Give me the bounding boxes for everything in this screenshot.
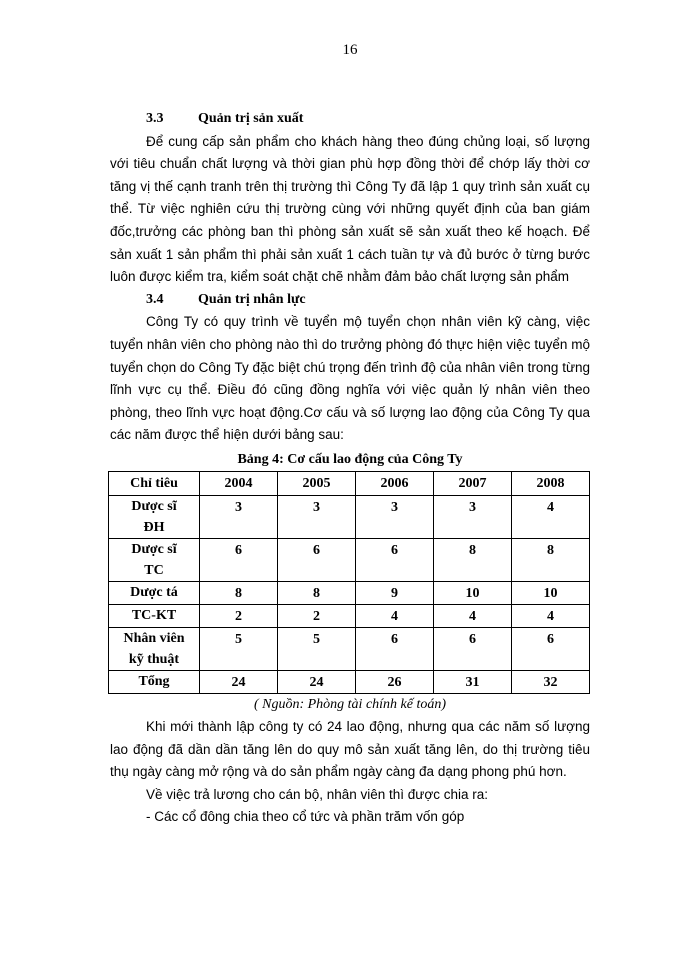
- table-row: [109, 538, 590, 581]
- row-label: [109, 495, 200, 538]
- row-label-line: Dược sĩ: [131, 498, 177, 514]
- growth-paragraph: Khi mới thành lập công ty có 24 lao động, nhưng qua các năm số lượng lao động đã dần dần tăng lên do quy mô sản xuất tăng lên, do thị trường tiêu thụ ngày càng mở rộng và do sản phẩm ngày càng đa dạng phong phú hơn.: [110, 718, 590, 780]
- row-label-line: ĐH: [143, 519, 165, 535]
- value-cell: 3: [434, 495, 512, 538]
- header-cell: Chỉ tiêu: [109, 471, 200, 495]
- header-cell: 2004: [200, 471, 278, 495]
- table-row: [109, 627, 590, 670]
- header-cell: 2007: [434, 471, 512, 495]
- row-label-line: TC-KT: [131, 608, 177, 624]
- value-cell: 8: [512, 538, 590, 581]
- value-cell: 32: [512, 670, 590, 693]
- value-cell: 31: [434, 670, 512, 693]
- page-number: 16: [342, 42, 358, 58]
- value-cell: 6: [356, 627, 434, 670]
- value-cell: 24: [200, 670, 278, 693]
- row-label-line: Dược sĩ: [131, 541, 177, 557]
- value-cell: 10: [434, 581, 512, 604]
- salary-item: - Các cổ đông chia theo cổ tức và phần trăm vốn góp: [146, 809, 465, 825]
- row-label: [109, 670, 200, 693]
- labor-structure-table: [108, 471, 590, 694]
- value-cell: 9: [356, 581, 434, 604]
- value-cell: 26: [356, 670, 434, 693]
- table-row: [109, 604, 590, 627]
- salary-intro: Về việc trả lương cho cán bộ, nhân viên thì được chia ra:: [146, 786, 488, 802]
- section-title: Quản trị sản xuất: [198, 111, 304, 126]
- table-source: ( Nguồn: Phòng tài chính kế toán): [253, 696, 447, 712]
- row-label-line: TC: [144, 562, 164, 578]
- row-label: [109, 627, 200, 670]
- value-cell: 6: [200, 538, 278, 581]
- value-cell: 5: [278, 627, 356, 670]
- section-number: 3.3: [146, 111, 164, 126]
- table-row: [109, 670, 590, 693]
- value-cell: 8: [200, 581, 278, 604]
- row-label-line: kỹ thuật: [128, 651, 180, 667]
- value-cell: 2: [278, 604, 356, 627]
- header-cell: 2006: [356, 471, 434, 495]
- row-label-line: Nhân viên: [123, 630, 185, 646]
- value-cell: 3: [278, 495, 356, 538]
- value-cell: 6: [278, 538, 356, 581]
- table-row: [109, 581, 590, 604]
- value-cell: 4: [512, 604, 590, 627]
- value-cell: 8: [434, 538, 512, 581]
- row-label: [109, 604, 200, 627]
- value-cell: 8: [278, 581, 356, 604]
- table-row: [109, 495, 590, 538]
- value-cell: 6: [512, 627, 590, 670]
- table-title: Bảng 4: Cơ cấu lao động của Công Ty: [237, 451, 463, 467]
- value-cell: 6: [434, 627, 512, 670]
- hr-paragraph: Công Ty có quy trình về tuyển mộ tuyển chọn nhân viên kỹ càng, việc tuyển nhân viên cho phòng nào thì do trưởng phòng đó thực hiện việc tuyển mộ tuyển chọn do Công Ty đặc biệt chú trọng đến trình độ của nhân viên trong từng lĩnh vực cụ thể. Điều đó cũng đồng nghĩa với việc quản lý nhân viên theo phòng, theo lĩnh vực hoạt động.Cơ cấu và số lượng lao động của Công Ty qua các năm được thể hiện dưới bảng sau:: [110, 314, 590, 443]
- section-heading-3-3: [146, 108, 590, 131]
- value-cell: 24: [278, 670, 356, 693]
- value-cell: 4: [356, 604, 434, 627]
- header-cell: 2008: [512, 471, 590, 495]
- row-label-line: Tổng: [138, 674, 170, 690]
- value-cell: 6: [356, 538, 434, 581]
- value-cell: 2: [200, 604, 278, 627]
- production-paragraph: Để cung cấp sản phẩm cho khách hàng theo đúng chủng loại, số lượng với tiêu chuẩn chất lượng và thời gian phù hợp đồng thời để chớp lấy thời cơ tăng vị thế cạnh tranh trên thị trường thì Công Ty đã lập 1 quy trình sản xuất cụ thể. Từ việc nghiên cứu thị trường cùng với những quyết định của ban giám đốc,trưởng các phòng ban thì phòng sản xuất sẽ sản xuất theo kế hoạch. Để sản xuất 1 sản phẩm thì phải sản xuất 1 cách tuần tự và đủ bước ở từng bước luôn được kiểm tra, kiểm soát chặt chẽ nhằm đảm bảo chất lượng sản phẩm: [110, 133, 590, 285]
- row-label: [109, 581, 200, 604]
- header-cell: 2005: [278, 471, 356, 495]
- value-cell: 10: [512, 581, 590, 604]
- value-cell: 5: [200, 627, 278, 670]
- section-number: 3.4: [146, 291, 164, 307]
- value-cell: 4: [512, 495, 590, 538]
- table-body: [109, 495, 590, 693]
- row-label-line: Dược tá: [130, 585, 178, 601]
- table-header-row: [109, 471, 590, 495]
- value-cell: 3: [200, 495, 278, 538]
- row-label: [109, 538, 200, 581]
- section-heading-3-4: [146, 289, 590, 312]
- section-title: Quản trị nhân lực: [198, 291, 306, 307]
- value-cell: 4: [434, 604, 512, 627]
- value-cell: 3: [356, 495, 434, 538]
- page-content: [110, 108, 590, 829]
